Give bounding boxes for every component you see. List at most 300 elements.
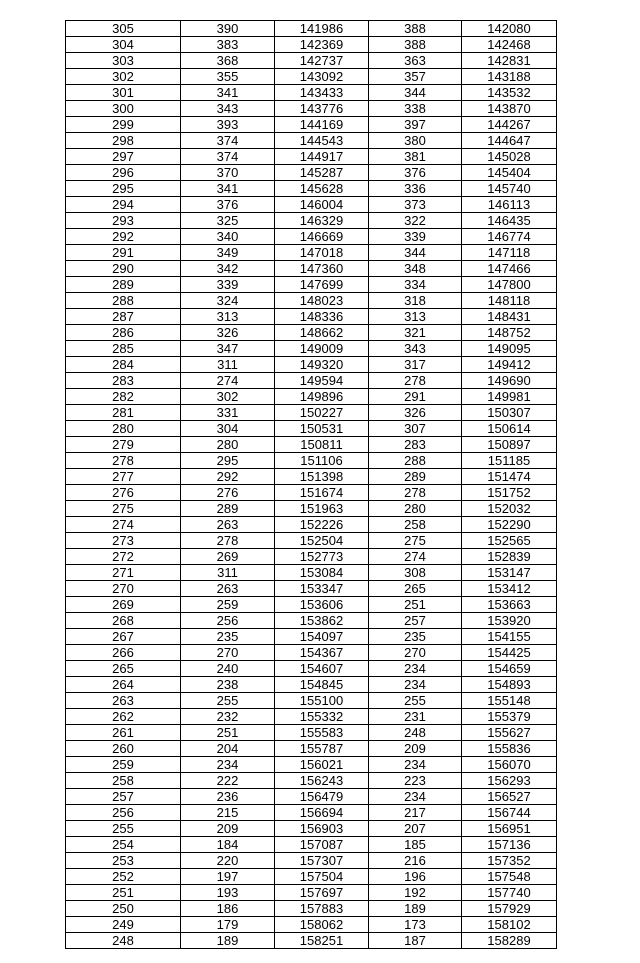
score-cell: 295 xyxy=(66,181,181,197)
table-row xyxy=(66,389,557,405)
cumulative-b-cell: 143188 xyxy=(462,69,557,85)
cumulative-a-cell: 153347 xyxy=(275,581,369,597)
count-a-cell: 342 xyxy=(181,261,275,277)
score-cell: 269 xyxy=(66,597,181,613)
cumulative-a-cell: 154097 xyxy=(275,629,369,645)
score-cell: 302 xyxy=(66,69,181,85)
table-row xyxy=(66,469,557,485)
cumulative-a-cell: 155583 xyxy=(275,725,369,741)
score-cell: 277 xyxy=(66,469,181,485)
count-a-cell: 289 xyxy=(181,501,275,517)
table-row xyxy=(66,517,557,533)
table-row xyxy=(66,197,557,213)
table-row xyxy=(66,53,557,69)
cumulative-a-cell: 146669 xyxy=(275,229,369,245)
cumulative-a-cell: 141986 xyxy=(275,21,369,37)
score-cell: 258 xyxy=(66,773,181,789)
count-b-cell: 248 xyxy=(369,725,462,741)
count-a-cell: 355 xyxy=(181,69,275,85)
cumulative-b-cell: 150614 xyxy=(462,421,557,437)
score-cell: 256 xyxy=(66,805,181,821)
cumulative-a-cell: 147018 xyxy=(275,245,369,261)
table-row xyxy=(66,213,557,229)
cumulative-b-cell: 142468 xyxy=(462,37,557,53)
table-row xyxy=(66,629,557,645)
table-row xyxy=(66,789,557,805)
table-row xyxy=(66,757,557,773)
score-cell: 250 xyxy=(66,901,181,917)
cumulative-a-cell: 143433 xyxy=(275,85,369,101)
cumulative-a-cell: 157504 xyxy=(275,869,369,885)
cumulative-b-cell: 156951 xyxy=(462,821,557,837)
table-row xyxy=(66,677,557,693)
score-cell: 283 xyxy=(66,373,181,389)
cumulative-b-cell: 145404 xyxy=(462,165,557,181)
cumulative-b-cell: 148118 xyxy=(462,293,557,309)
table-row xyxy=(66,725,557,741)
count-b-cell: 307 xyxy=(369,421,462,437)
table-row xyxy=(66,453,557,469)
score-cell: 280 xyxy=(66,421,181,437)
cumulative-a-cell: 152504 xyxy=(275,533,369,549)
count-b-cell: 192 xyxy=(369,885,462,901)
count-b-cell: 338 xyxy=(369,101,462,117)
count-a-cell: 343 xyxy=(181,101,275,117)
count-a-cell: 232 xyxy=(181,709,275,725)
table-row xyxy=(66,533,557,549)
cumulative-a-cell: 158251 xyxy=(275,933,369,949)
score-cell: 264 xyxy=(66,677,181,693)
count-a-cell: 255 xyxy=(181,693,275,709)
cumulative-b-cell: 147800 xyxy=(462,277,557,293)
cumulative-b-cell: 147466 xyxy=(462,261,557,277)
table-row xyxy=(66,581,557,597)
count-a-cell: 236 xyxy=(181,789,275,805)
table-row xyxy=(66,437,557,453)
count-b-cell: 223 xyxy=(369,773,462,789)
table-row xyxy=(66,357,557,373)
cumulative-a-cell: 144543 xyxy=(275,133,369,149)
table-row xyxy=(66,709,557,725)
cumulative-a-cell: 153606 xyxy=(275,597,369,613)
table-row xyxy=(66,837,557,853)
table-row xyxy=(66,565,557,581)
count-a-cell: 326 xyxy=(181,325,275,341)
count-b-cell: 291 xyxy=(369,389,462,405)
score-cell: 252 xyxy=(66,869,181,885)
table-row xyxy=(66,613,557,629)
table-row xyxy=(66,149,557,165)
count-b-cell: 274 xyxy=(369,549,462,565)
score-cell: 272 xyxy=(66,549,181,565)
count-a-cell: 390 xyxy=(181,21,275,37)
table-row xyxy=(66,869,557,885)
cumulative-a-cell: 155787 xyxy=(275,741,369,757)
cumulative-b-cell: 157740 xyxy=(462,885,557,901)
cumulative-b-cell: 145740 xyxy=(462,181,557,197)
cumulative-a-cell: 142737 xyxy=(275,53,369,69)
table-row xyxy=(66,181,557,197)
cumulative-a-cell: 154607 xyxy=(275,661,369,677)
cumulative-b-cell: 154155 xyxy=(462,629,557,645)
count-b-cell: 380 xyxy=(369,133,462,149)
count-a-cell: 263 xyxy=(181,581,275,597)
count-a-cell: 251 xyxy=(181,725,275,741)
count-a-cell: 311 xyxy=(181,357,275,373)
count-b-cell: 235 xyxy=(369,629,462,645)
table-row xyxy=(66,501,557,517)
cumulative-b-cell: 157929 xyxy=(462,901,557,917)
count-a-cell: 313 xyxy=(181,309,275,325)
cumulative-b-cell: 151474 xyxy=(462,469,557,485)
score-cell: 265 xyxy=(66,661,181,677)
count-a-cell: 269 xyxy=(181,549,275,565)
count-b-cell: 270 xyxy=(369,645,462,661)
table-row xyxy=(66,101,557,117)
score-cell: 260 xyxy=(66,741,181,757)
cumulative-a-cell: 155332 xyxy=(275,709,369,725)
score-cell: 303 xyxy=(66,53,181,69)
count-b-cell: 255 xyxy=(369,693,462,709)
table-row xyxy=(66,597,557,613)
cumulative-b-cell: 155627 xyxy=(462,725,557,741)
score-cell: 291 xyxy=(66,245,181,261)
cumulative-a-cell: 151963 xyxy=(275,501,369,517)
count-a-cell: 347 xyxy=(181,341,275,357)
cumulative-a-cell: 146329 xyxy=(275,213,369,229)
count-b-cell: 251 xyxy=(369,597,462,613)
count-b-cell: 339 xyxy=(369,229,462,245)
count-a-cell: 324 xyxy=(181,293,275,309)
count-b-cell: 348 xyxy=(369,261,462,277)
cumulative-a-cell: 156694 xyxy=(275,805,369,821)
score-cell: 251 xyxy=(66,885,181,901)
cumulative-b-cell: 146113 xyxy=(462,197,557,213)
cumulative-b-cell: 152290 xyxy=(462,517,557,533)
cumulative-b-cell: 158102 xyxy=(462,917,557,933)
cumulative-a-cell: 152226 xyxy=(275,517,369,533)
cumulative-b-cell: 142831 xyxy=(462,53,557,69)
count-b-cell: 231 xyxy=(369,709,462,725)
cumulative-b-cell: 156744 xyxy=(462,805,557,821)
cumulative-a-cell: 145287 xyxy=(275,165,369,181)
cumulative-a-cell: 152773 xyxy=(275,549,369,565)
count-b-cell: 207 xyxy=(369,821,462,837)
score-cell: 288 xyxy=(66,293,181,309)
cumulative-a-cell: 157087 xyxy=(275,837,369,853)
cumulative-a-cell: 151106 xyxy=(275,453,369,469)
count-a-cell: 234 xyxy=(181,757,275,773)
count-b-cell: 308 xyxy=(369,565,462,581)
cumulative-a-cell: 149594 xyxy=(275,373,369,389)
table-row xyxy=(66,341,557,357)
count-b-cell: 388 xyxy=(369,37,462,53)
cumulative-a-cell: 149896 xyxy=(275,389,369,405)
cumulative-b-cell: 155148 xyxy=(462,693,557,709)
score-cell: 267 xyxy=(66,629,181,645)
count-b-cell: 278 xyxy=(369,485,462,501)
count-b-cell: 373 xyxy=(369,197,462,213)
count-b-cell: 322 xyxy=(369,213,462,229)
cumulative-a-cell: 147699 xyxy=(275,277,369,293)
count-a-cell: 197 xyxy=(181,869,275,885)
score-cell: 296 xyxy=(66,165,181,181)
cumulative-a-cell: 148023 xyxy=(275,293,369,309)
table-row xyxy=(66,901,557,917)
count-b-cell: 234 xyxy=(369,661,462,677)
table-row xyxy=(66,309,557,325)
count-b-cell: 185 xyxy=(369,837,462,853)
count-a-cell: 278 xyxy=(181,533,275,549)
table-row xyxy=(66,37,557,53)
table-row xyxy=(66,85,557,101)
score-cell: 304 xyxy=(66,37,181,53)
count-a-cell: 276 xyxy=(181,485,275,501)
count-b-cell: 278 xyxy=(369,373,462,389)
cumulative-b-cell: 153412 xyxy=(462,581,557,597)
count-a-cell: 215 xyxy=(181,805,275,821)
count-a-cell: 295 xyxy=(181,453,275,469)
cumulative-b-cell: 143532 xyxy=(462,85,557,101)
score-cell: 248 xyxy=(66,933,181,949)
cumulative-b-cell: 155836 xyxy=(462,741,557,757)
score-cell: 262 xyxy=(66,709,181,725)
cumulative-b-cell: 145028 xyxy=(462,149,557,165)
score-cell: 298 xyxy=(66,133,181,149)
table-row xyxy=(66,133,557,149)
score-table-body xyxy=(66,21,557,949)
table-row xyxy=(66,373,557,389)
cumulative-a-cell: 154845 xyxy=(275,677,369,693)
table-row xyxy=(66,885,557,901)
count-b-cell: 258 xyxy=(369,517,462,533)
score-cell: 254 xyxy=(66,837,181,853)
count-b-cell: 275 xyxy=(369,533,462,549)
count-b-cell: 326 xyxy=(369,405,462,421)
cumulative-b-cell: 147118 xyxy=(462,245,557,261)
cumulative-a-cell: 149320 xyxy=(275,357,369,373)
cumulative-a-cell: 154367 xyxy=(275,645,369,661)
score-cell: 286 xyxy=(66,325,181,341)
table-row xyxy=(66,693,557,709)
table-row xyxy=(66,21,557,37)
count-b-cell: 336 xyxy=(369,181,462,197)
count-a-cell: 340 xyxy=(181,229,275,245)
count-a-cell: 274 xyxy=(181,373,275,389)
cumulative-a-cell: 150227 xyxy=(275,405,369,421)
cumulative-a-cell: 149009 xyxy=(275,341,369,357)
score-cell: 290 xyxy=(66,261,181,277)
score-cell: 249 xyxy=(66,917,181,933)
score-cell: 263 xyxy=(66,693,181,709)
table-row xyxy=(66,821,557,837)
count-b-cell: 363 xyxy=(369,53,462,69)
score-cell: 305 xyxy=(66,21,181,37)
count-a-cell: 235 xyxy=(181,629,275,645)
count-b-cell: 317 xyxy=(369,357,462,373)
count-b-cell: 313 xyxy=(369,309,462,325)
table-row xyxy=(66,853,557,869)
cumulative-b-cell: 155379 xyxy=(462,709,557,725)
score-cell: 281 xyxy=(66,405,181,421)
count-a-cell: 240 xyxy=(181,661,275,677)
score-cell: 259 xyxy=(66,757,181,773)
cumulative-b-cell: 152032 xyxy=(462,501,557,517)
cumulative-b-cell: 153663 xyxy=(462,597,557,613)
count-a-cell: 209 xyxy=(181,821,275,837)
table-row xyxy=(66,117,557,133)
cumulative-b-cell: 142080 xyxy=(462,21,557,37)
score-cell: 274 xyxy=(66,517,181,533)
cumulative-b-cell: 156070 xyxy=(462,757,557,773)
count-a-cell: 292 xyxy=(181,469,275,485)
cumulative-b-cell: 148431 xyxy=(462,309,557,325)
cumulative-b-cell: 149690 xyxy=(462,373,557,389)
table-row xyxy=(66,165,557,181)
table-row xyxy=(66,485,557,501)
cumulative-a-cell: 143092 xyxy=(275,69,369,85)
cumulative-a-cell: 157697 xyxy=(275,885,369,901)
count-b-cell: 283 xyxy=(369,437,462,453)
count-b-cell: 288 xyxy=(369,453,462,469)
count-a-cell: 280 xyxy=(181,437,275,453)
count-a-cell: 341 xyxy=(181,85,275,101)
count-a-cell: 238 xyxy=(181,677,275,693)
score-cell: 300 xyxy=(66,101,181,117)
count-b-cell: 318 xyxy=(369,293,462,309)
count-b-cell: 388 xyxy=(369,21,462,37)
cumulative-b-cell: 154893 xyxy=(462,677,557,693)
count-a-cell: 270 xyxy=(181,645,275,661)
cumulative-b-cell: 158289 xyxy=(462,933,557,949)
count-a-cell: 259 xyxy=(181,597,275,613)
count-b-cell: 357 xyxy=(369,69,462,85)
cumulative-a-cell: 155100 xyxy=(275,693,369,709)
count-b-cell: 321 xyxy=(369,325,462,341)
table-row xyxy=(66,805,557,821)
count-b-cell: 257 xyxy=(369,613,462,629)
table-row xyxy=(66,245,557,261)
table-row xyxy=(66,261,557,277)
count-a-cell: 186 xyxy=(181,901,275,917)
cumulative-a-cell: 156243 xyxy=(275,773,369,789)
count-a-cell: 204 xyxy=(181,741,275,757)
score-cell: 289 xyxy=(66,277,181,293)
count-b-cell: 234 xyxy=(369,757,462,773)
count-a-cell: 331 xyxy=(181,405,275,421)
cumulative-b-cell: 152839 xyxy=(462,549,557,565)
cumulative-b-cell: 143870 xyxy=(462,101,557,117)
cumulative-b-cell: 156527 xyxy=(462,789,557,805)
cumulative-a-cell: 142369 xyxy=(275,37,369,53)
cumulative-a-cell: 145628 xyxy=(275,181,369,197)
score-cell: 284 xyxy=(66,357,181,373)
count-a-cell: 370 xyxy=(181,165,275,181)
score-cell: 278 xyxy=(66,453,181,469)
count-a-cell: 222 xyxy=(181,773,275,789)
score-cell: 273 xyxy=(66,533,181,549)
count-a-cell: 189 xyxy=(181,933,275,949)
count-b-cell: 209 xyxy=(369,741,462,757)
count-b-cell: 280 xyxy=(369,501,462,517)
count-a-cell: 184 xyxy=(181,837,275,853)
table-row xyxy=(66,277,557,293)
score-cell: 292 xyxy=(66,229,181,245)
table-row xyxy=(66,325,557,341)
cumulative-b-cell: 157136 xyxy=(462,837,557,853)
count-a-cell: 393 xyxy=(181,117,275,133)
cumulative-b-cell: 150897 xyxy=(462,437,557,453)
score-cell: 297 xyxy=(66,149,181,165)
cumulative-a-cell: 143776 xyxy=(275,101,369,117)
table-row xyxy=(66,293,557,309)
cumulative-a-cell: 147360 xyxy=(275,261,369,277)
score-cell: 282 xyxy=(66,389,181,405)
cumulative-b-cell: 151752 xyxy=(462,485,557,501)
cumulative-a-cell: 144917 xyxy=(275,149,369,165)
table-row xyxy=(66,405,557,421)
cumulative-b-cell: 154659 xyxy=(462,661,557,677)
table-row xyxy=(66,549,557,565)
score-cell: 301 xyxy=(66,85,181,101)
cumulative-a-cell: 156021 xyxy=(275,757,369,773)
count-b-cell: 265 xyxy=(369,581,462,597)
cumulative-a-cell: 157883 xyxy=(275,901,369,917)
count-a-cell: 179 xyxy=(181,917,275,933)
cumulative-a-cell: 144169 xyxy=(275,117,369,133)
score-cell: 261 xyxy=(66,725,181,741)
cumulative-a-cell: 148662 xyxy=(275,325,369,341)
cumulative-a-cell: 153862 xyxy=(275,613,369,629)
cumulative-b-cell: 153920 xyxy=(462,613,557,629)
count-a-cell: 374 xyxy=(181,149,275,165)
score-cell: 299 xyxy=(66,117,181,133)
count-b-cell: 334 xyxy=(369,277,462,293)
count-a-cell: 325 xyxy=(181,213,275,229)
score-cell: 253 xyxy=(66,853,181,869)
cumulative-a-cell: 153084 xyxy=(275,565,369,581)
score-table xyxy=(65,20,557,949)
score-cell: 287 xyxy=(66,309,181,325)
count-a-cell: 304 xyxy=(181,421,275,437)
cumulative-a-cell: 158062 xyxy=(275,917,369,933)
count-a-cell: 263 xyxy=(181,517,275,533)
count-b-cell: 344 xyxy=(369,85,462,101)
cumulative-a-cell: 150811 xyxy=(275,437,369,453)
cumulative-a-cell: 146004 xyxy=(275,197,369,213)
cumulative-a-cell: 151674 xyxy=(275,485,369,501)
score-cell: 285 xyxy=(66,341,181,357)
count-b-cell: 217 xyxy=(369,805,462,821)
count-a-cell: 193 xyxy=(181,885,275,901)
cumulative-b-cell: 148752 xyxy=(462,325,557,341)
score-cell: 293 xyxy=(66,213,181,229)
cumulative-a-cell: 150531 xyxy=(275,421,369,437)
cumulative-b-cell: 144647 xyxy=(462,133,557,149)
count-a-cell: 341 xyxy=(181,181,275,197)
table-row xyxy=(66,229,557,245)
score-cell: 271 xyxy=(66,565,181,581)
count-b-cell: 216 xyxy=(369,853,462,869)
table-row xyxy=(66,661,557,677)
cumulative-b-cell: 149412 xyxy=(462,357,557,373)
table-row xyxy=(66,933,557,949)
count-b-cell: 189 xyxy=(369,901,462,917)
count-b-cell: 234 xyxy=(369,789,462,805)
cumulative-b-cell: 157352 xyxy=(462,853,557,869)
cumulative-b-cell: 146435 xyxy=(462,213,557,229)
table-row xyxy=(66,69,557,85)
